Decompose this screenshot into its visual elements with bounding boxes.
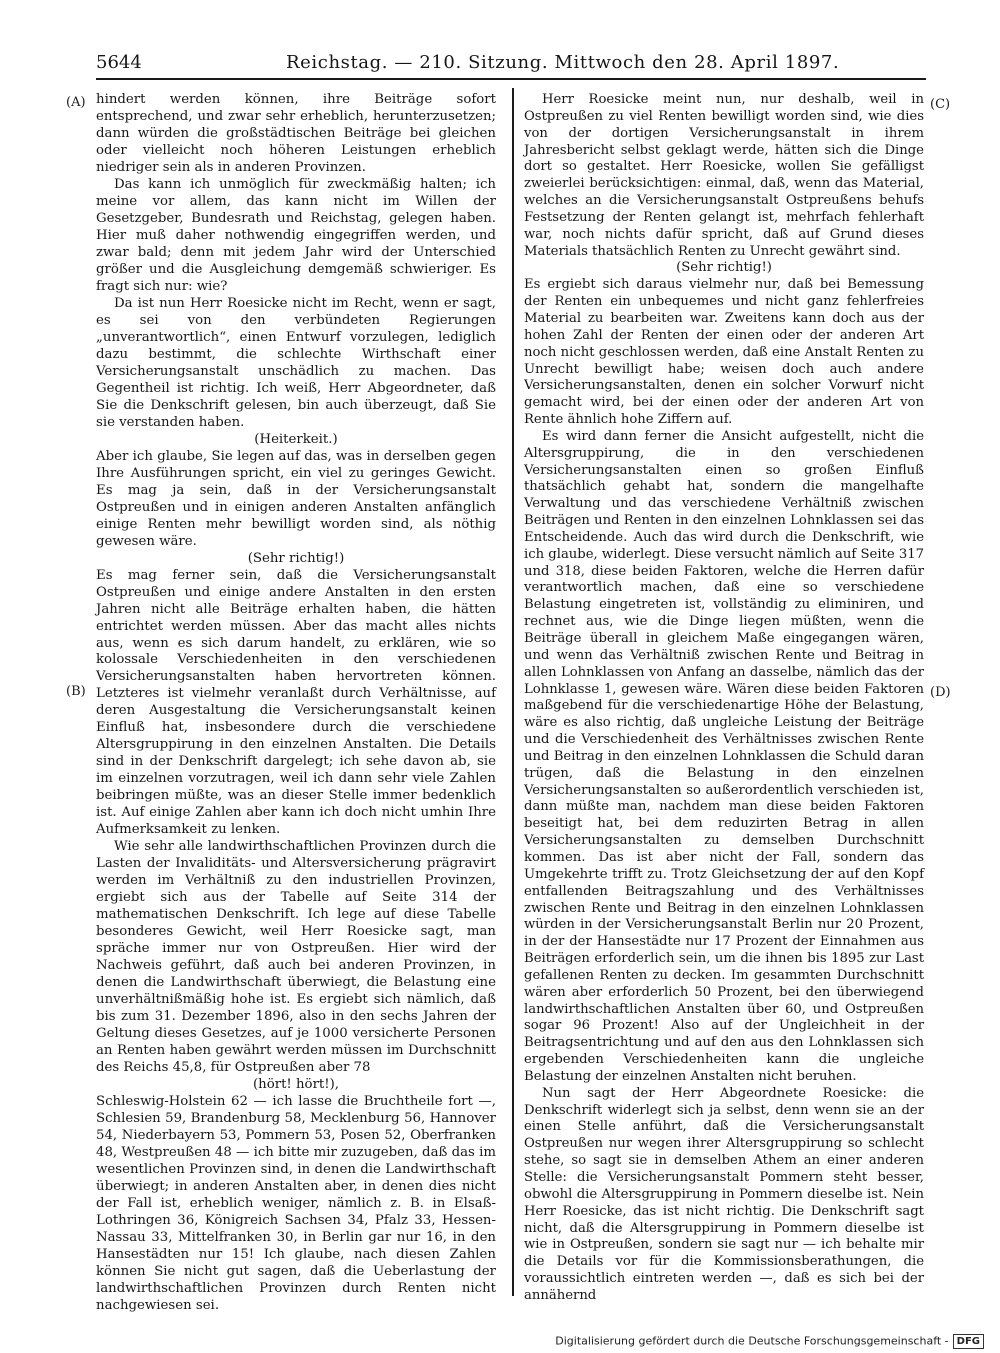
running-title: Reichstag. — 210. Sitzung. Mittwoch den 28. April 1897. [286,52,840,73]
footer-text: Digitalisierung gefördert durch die Deutsche Forschungsgemeinschaft - [555,1334,949,1348]
paragraph: Es wird dann ferner die Ansicht aufgestellt, nicht die Altersgruppirung, die in den verschiedenen Versicherungsanstalten einen so großen Einfluß thatsächlich gehabt hat, sondern die mangelhafte Verwaltung und das verschiedene Verhältniß zwischen Beiträgen und Renten in den einzelnen Lohnklassen sei das Entscheidende. Auch das wird durch die Denkschrift, wie ich glaube, widerlegt. Diese versucht nämlich auf Seite 317 und 318, diese beiden Faktoren, welche die Herren dafür verantwortlich machen, daß eine so verschiedene Belastung eingetreten ist, vollständig zu eliminiren, und rechnet aus, wie die Dinge liegen müßten, wenn die Beiträge überall in gleichem Maße eingegangen wären, und wenn das Verhältniß zwischen Rente und Beitrag in allen Lohnklassen von Anfang an dasselbe, nämlich das der Lohnklasse 1, gewesen wäre. Wären diese beiden Faktoren maßgebend für die verschiedenartige Höhe der Belastung, wäre es also richtig, daß ungleiche Leistung der Beiträge und die Verschiedenheit des Verhältnisses zwischen Rente und Beitrag in den einzelnen Lohnklassen die Schuld daran trügen, daß die Belastung in den einzelnen Versicherungsanstalten so außerordentlich verschieden ist, dann müßte man, nachdem man diese beiden Faktoren beseitigt hat, bei dem reduzirten Betrag in allen Versicherungsanstalten zu demselben Durchschnitt kommen. Das ist aber nicht der Fall, sondern das Umgekehrte trifft zu. Trotz Gleichsetzung der auf den Kopf entfallenden Beitragszahlung und des Verhältnisses zwischen Rente und Beitrag in den einzelnen Lohnklassen würden in der Versicherungsanstalt Berlin nur 20 Prozent, in der der Hansestädte nur 17 Prozent der Einnahmen aus Beiträgen erforderlich sein, um die ihnen bis 1895 zur Last gefallenen Renten zu decken. Im gesammten Durchschnitt wären aber erforderlich 50 Prozent, bei den überwiegend landwirthschaftlichen Anstalten über 60, und Ostpreußen sogar 96 Prozent! Also auf der Ungleichheit in der Beitragsentrichtung und auf den aus den Lohnklassen sich ergebenden Verschiedenheiten kann die ungleiche Belastung der einzelnen Anstalten nicht beruhen. [524,428,925,1084]
paragraph: Es mag ferner sein, daß die Versicherungsanstalt Ostpreußen und einige andere Anstalten in den ersten Jahren nicht alle Beiträge erhalten haben, die hätten entrichtet werden müssen. Aber das macht alles nichts aus, wenn es sich darum handelt, zu erklären, wie so kolossale Verschiedenheiten in den verschiedenen Versicherungsanstalten haben hervortreten können. Letzteres ist vielmehr veranlaßt durch Verhältnisse, auf deren Ausgestaltung die Versicherungsanstalt keinen Einfluß hat, insbesondere durch die verschiedene Altersgruppirung in den einzelnen Anstalten. Die Details sind in der Denkschrift dargelegt; ich sehe davon ab, sie im einzelnen vorzutragen, weil ich dann sehr viele Zahlen beibringen müßte, was an dieser Stelle immer bedenklich ist. Auf einige Zahlen aber kann ich doch nicht umhin Ihre Aufmerksamkeit zu lenken. [96,567,496,838]
right-column [524,92,924,1305]
margin-marker-a: (A) [66,95,86,110]
paragraph: Das kann ich unmöglich für zweckmäßig halten; ich meine vor allem, das kann nicht im Willen der Gesetzgeber, Bundesrath und Reichstag, gelegen haben. Hier muß daher nothwendig eingegriffen werden, und zwar bald; denn mit jedem Jahr wird der Unterschied größer und die Ausgleichung demgemäß schwieriger. Es fragt sich nur: wie? [96,176,496,294]
digitization-footer [555,1334,984,1349]
paragraph: hindert werden können, ihre Beiträge sofort entsprechend, und zwar sehr erheblich, herunterzusetzen; dann würden die großstädtischen Beiträge bei gleichen oder vielleicht noch höheren Leistungen erheblich niedriger sein als in anderen Provinzen. [96,92,496,175]
margin-marker-d: (D) [930,685,951,700]
interjection: (hört! hört!), [252,1077,340,1093]
paragraph: Schleswig-Holstein 62 — ich lasse die Bruchtheile fort —, Schlesien 59, Brandenburg 58, Mecklenburg 56, Hannover 54, Niederbayern 53, Pommern 53, Posen 52, Oberfranken 48, Westpreußen 48 — ich bitte mir zuzugeben, daß das im wesentlichen Provinzen sind, in denen die Landwirthschaft überwiegt; in anderen Anstalten aber, in denen dies nicht der Fall ist, erheblich weniger, nämlich z. B. in Elsaß-Lothringen 36, Königreich Sachsen 34, Pfalz 33, Hessen-Nassau 33, Mittelfranken 30, in Berlin gar nur 16, in den Hansestädten nur 15! Ich glaube, nach diesen Zahlen können Sie nicht gut sagen, daß die Ueberlastung der landwirthschaftlichen Provinzen durch Renten nicht nachgewiesen sei. [96,1094,496,1313]
margin-marker-c: (C) [930,97,951,112]
dfg-logo: DFG [953,1334,984,1349]
paragraph: Herr Roesicke meint nun, nur deshalb, weil in Ostpreußen zu viel Renten bewilligt worden sind, wie dies von der dortigen Versicherungsanstalt in ihrem Jahresbericht selbst geklagt werde, hätten sich die Dinge dort so gestaltet. Herr Roesicke, wollen Sie gefälligst zweierlei berücksichtigen: einmal, daß, wenn das Material, welches an die Versicherungsanstalt Ostpreußens behufs Festsetzung der Renten gelangt ist, mehrfach fehlerhaft war, noch nichts dafür spricht, daß auf Grund dieses Materials thatsächlich Renten zu Unrecht gewährt sind. [524,92,924,259]
running-header [96,50,926,80]
left-column [96,92,496,1315]
paragraph: Wie sehr alle landwirthschaftlichen Provinzen durch die Lasten der Invaliditäts- und Altersversicherung prägravirt werden im Verhältniß zu den industriellen Provinzen, ergiebt sich aus der Tabelle auf Seite 314 der mathematischen Denkschrift. Ich lege auf diese Tabelle besonderes Gewicht, weil Herr Roesicke sagt, man spräche immer nur von Ostpreußen. Hier wird der Nachweis geführt, daß auch bei anderen Provinzen, in denen die Landwirthschaft überwiegt, die Belastung eine unverhältnißmäßig hohe ist. Es ergiebt sich nämlich, daß bis zum 31. Dezember 1896, also in den sechs Jahren der Geltung dieses Gesetzes, auf je 1000 versicherte Personen an Renten haben gewährt werden müssen im Durchschnitt des Reichs 45,8, für Ostpreußen aber 78 [96,839,496,1076]
paragraph: Da ist nun Herr Roesicke nicht im Recht, wenn er sagt, es sei von den verbündeten Regierungen „unverantwortlich“, einen Entwurf vorzulegen, lediglich dazu bestimmt, die schlechte Wirthschaft einer Versicherungsanstalt unschädlich zu machen. Das Gegentheil ist richtig. Ich weiß, Herr Abgeordneter, daß Sie die Denkschrift gelesen, bin auch überzeugt, daß Sie sie verstanden haben. [96,295,496,430]
page-number: 5644 [96,52,142,73]
paragraph: Aber ich glaube, Sie legen auf das, was in derselben gegen Ihre Ausführungen spricht, ein viel zu geringes Gewicht. Es mag ja sein, daß in der Versicherungsanstalt Ostpreußen und in einigen anderen Anstalten anfänglich einige Renten mehr bewilligt worden sind, als nöthig gewesen wäre. [96,448,496,549]
interjection: (Heiterkeit.) [254,431,338,447]
paragraph: Nun sagt der Herr Abgeordnete Roesicke: die Denkschrift widerlegt sich ja selbst, denn wenn sie an der einen Stelle anführt, daß die Versicherungsanstalt Ostpreußen nur wegen ihrer Altersgruppirung so schlecht stehe, so sagt sie in demselben Athem an einer anderen Stelle: die Versicherungsanstalt Pommern steht besser, obwohl die Altersgruppirung in Pommern dieselbe ist. Nein Herr Roesicke, das ist nicht richtig. Die Denkschrift sagt nicht, daß die Altersgruppirung in Pommern dieselbe ist wie in Ostpreußen, sondern sie sagt nur — ich behalte mir die Details vor für die Kommissionsberathungen, die voraussichtlich eintreten werden —, daß es sich bei der annähernd [524,1085,924,1303]
column-divider [512,88,514,1296]
paragraph: Es ergiebt sich daraus vielmehr nur, daß bei Bemessung der Renten ein unbequemes und nicht ganz fehlerfreies Material zu bearbeiten war. Zweitens kann doch aus der hohen Zahl der Renten der einen oder der anderen Art noch nicht geschlossen werden, daß eine Anstalt Renten zu Unrecht bewilligt habe; weisen doch auch andere Versicherungsanstalten, denen ein solcher Vorwurf nicht gemacht wird, bei der einen oder der anderen Art von Rente ähnlich hohe Ziffern auf. [524,277,924,428]
interjection: (Sehr richtig!) [676,260,772,276]
interjection: (Sehr richtig!) [247,550,345,566]
margin-marker-b: (B) [66,684,86,699]
